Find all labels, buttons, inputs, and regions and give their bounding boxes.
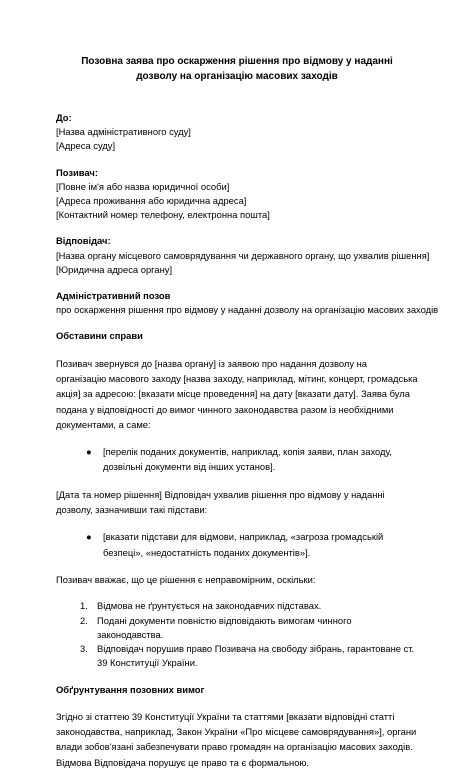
court-name: [Назва адміністративного суду] bbox=[56, 126, 191, 138]
to-section bbox=[56, 111, 418, 154]
list-item bbox=[80, 642, 418, 671]
list-item bbox=[80, 614, 418, 643]
circumstances-paragraph-1: Позивач звернувся до [назва органу] із заявою про надання дозволу на організацію масового заходу [назва заходу, наприклад, мітинг, концерт, громадська акція] за адресою: [вказати місце проведення] на дату [вказати дату]. Заява була подана у відповідності до вимог чинного законодавства разом із необхідними документами, а саме: bbox=[56, 357, 418, 430]
list-number: 1. bbox=[80, 600, 88, 612]
reason-text: Подані документи повністю відповідають вимогам чинного законодавства. bbox=[97, 614, 352, 640]
document-title: Позовна заява про оскарження рішення про відмову у наданні дозволу на організацію масових заходів bbox=[81, 56, 393, 82]
defendant-label: Відповідач: bbox=[56, 235, 111, 247]
claim-section bbox=[56, 289, 439, 317]
plaintiff-contact: [Контактний номер телефону, електронна пошта] bbox=[56, 209, 270, 221]
refusal-grounds-list bbox=[56, 529, 418, 560]
bullet-icon: ● bbox=[86, 446, 92, 458]
defendant-name: [Назва органу місцевого самоврядування чи державного органу, що ухвалив рішення] bbox=[56, 249, 430, 261]
grounds-paragraph: Згідно зі статтею 39 Конституції України та статтями [вказати відповідні статті законодавства, наприклад, Закон України «Про місцеве самоврядування»], органи влади зобов'язані забезпечувати право громадян на організацію масових заходів. Відмова Відповідача порушує це право та є формальною. bbox=[56, 710, 417, 768]
circumstances-paragraph-2: [Дата та номер рішення] Відповідач ухвалив рішення про відмову у наданні дозволу, зазначивши такі підстави: bbox=[56, 488, 385, 516]
list-item bbox=[86, 529, 418, 560]
bullet-icon: ● bbox=[86, 531, 92, 543]
claim-text: про оскарження рішення про відмову у наданні дозволу на організацію масових заходів bbox=[56, 304, 439, 316]
reason-text: Відповідач порушив право Позивача на свободу зібрань, гарантоване ст. 39 Конституції України. bbox=[97, 643, 415, 669]
list-number: 2. bbox=[80, 614, 88, 626]
claim-label: Адміністративний позов bbox=[56, 290, 171, 302]
reason-text: Відмова не ґрунтується на законодавчих підставах. bbox=[97, 600, 322, 612]
plaintiff-address: [Адреса проживання або юридична адреса] bbox=[56, 195, 247, 207]
circumstances-heading: Обставини справи bbox=[56, 330, 143, 342]
list-number: 3. bbox=[80, 643, 88, 655]
plaintiff-section bbox=[56, 166, 418, 223]
reasons-list bbox=[56, 599, 418, 670]
documents-list-item-text: [перелік поданих документів, наприклад, копія заяви, план заходу, дозвільні документи від інших установ]. bbox=[103, 446, 392, 473]
defendant-address: [Юридична адреса органу] bbox=[56, 263, 173, 275]
court-address: [Адреса суду] bbox=[56, 140, 116, 152]
grounds-heading: Обґрунтування позовних вимог bbox=[56, 683, 205, 695]
documents-list bbox=[56, 444, 418, 475]
list-item bbox=[80, 599, 418, 613]
list-item bbox=[86, 444, 418, 475]
plaintiff-name: [Повне ім'я або назва юридичної особи] bbox=[56, 180, 230, 192]
defendant-section bbox=[56, 234, 430, 277]
plaintiff-label: Позивач: bbox=[56, 166, 98, 178]
refusal-grounds-item-text: [вказати підстави для відмови, наприклад, «загроза громадській безпеці», «недостатність поданих документів»]. bbox=[103, 531, 384, 558]
circumstances-paragraph-3: Позивач вважає, що це рішення є неправомірним, оскільки: bbox=[56, 573, 316, 585]
to-label: До: bbox=[56, 112, 72, 123]
